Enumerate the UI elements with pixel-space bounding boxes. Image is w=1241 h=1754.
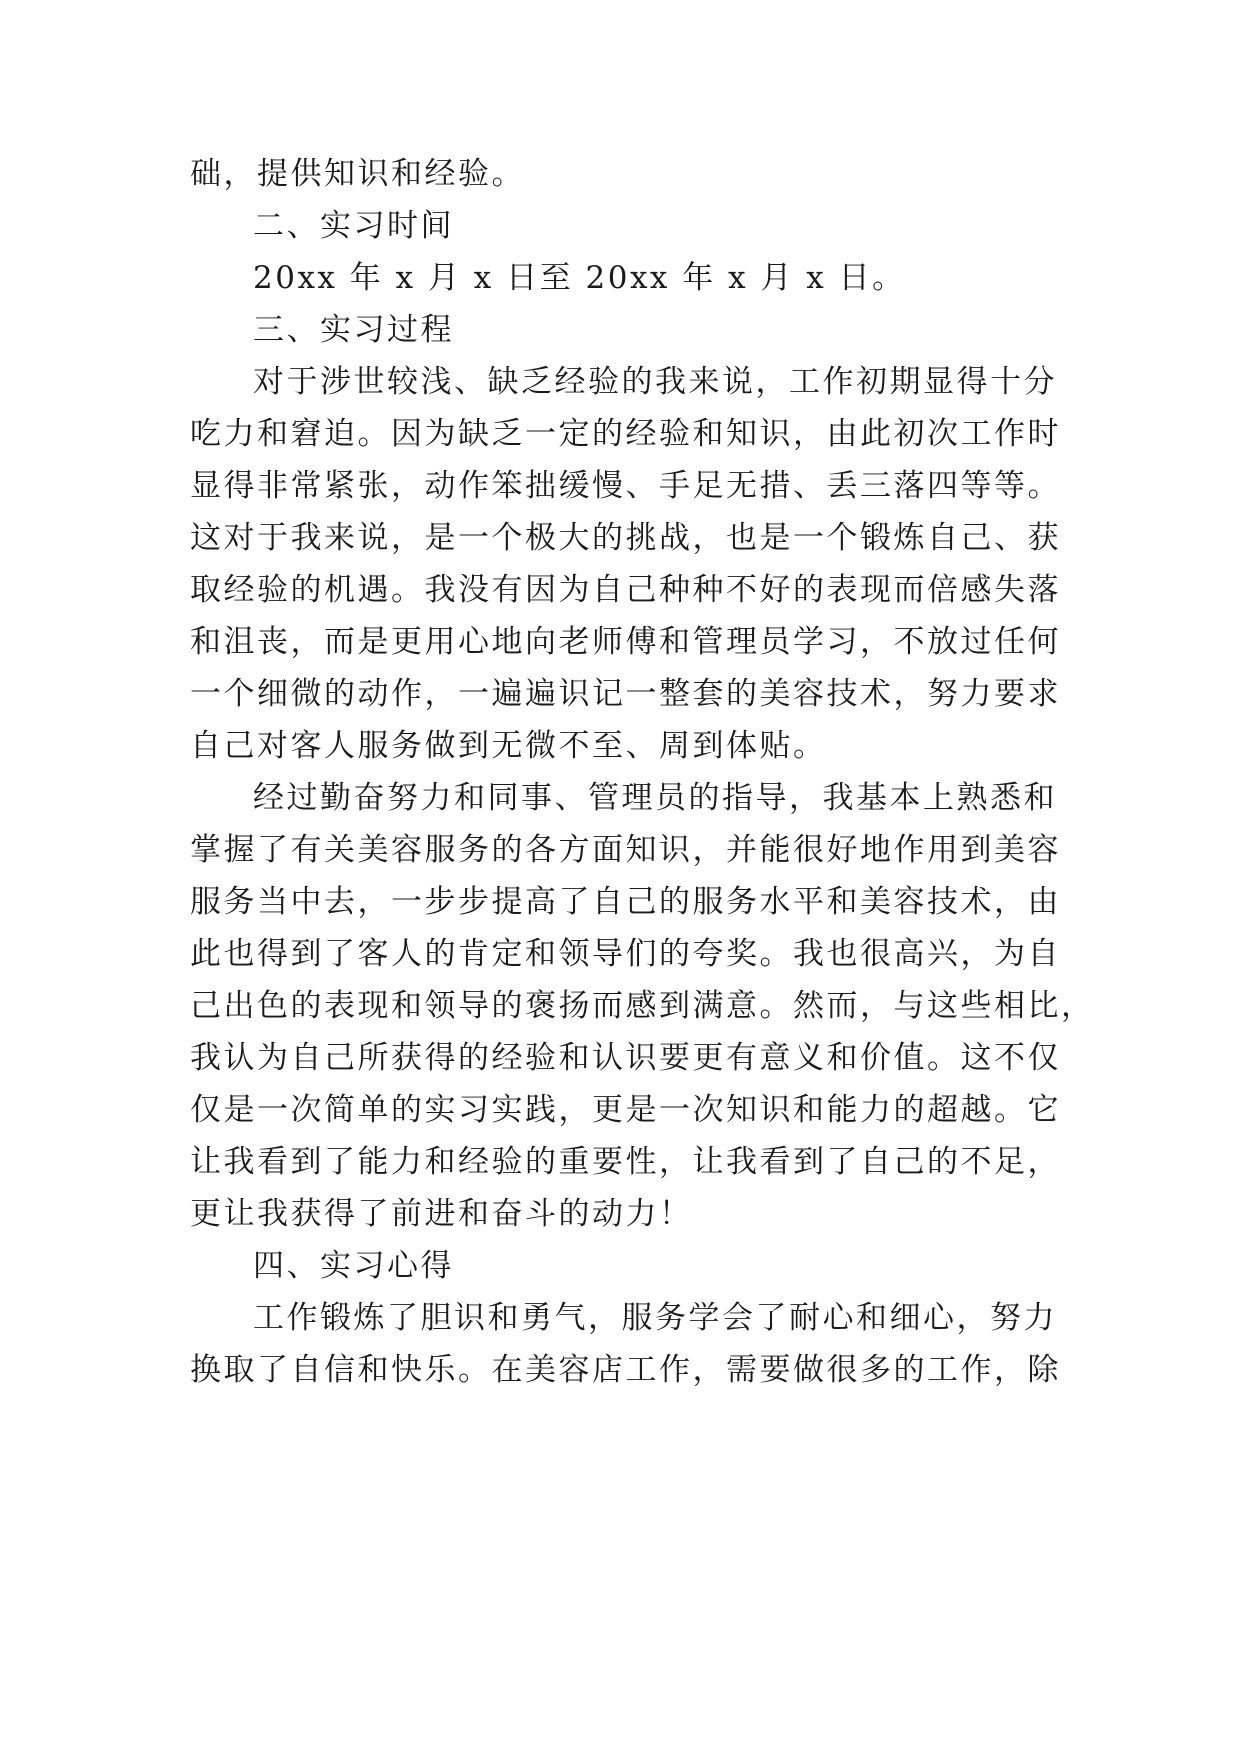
paragraph-line: 显得非常紧张，动作笨拙缓慢、手足无措、丢三落四等等。 bbox=[190, 468, 1061, 504]
paragraph-line: 更让我获得了前进和奋斗的动力！ bbox=[190, 1196, 693, 1232]
section-heading-internship-process: 三、实习过程 bbox=[253, 312, 454, 348]
paragraph-line: 此也得到了客人的肯定和领导们的夸奖。我也很高兴，为自 bbox=[190, 936, 1061, 972]
paragraph-line: 对于涉世较浅、缺乏经验的我来说，工作初期显得十分 bbox=[253, 364, 1057, 400]
paragraph-line: 经过勤奋努力和同事、管理员的指导，我基本上熟悉和 bbox=[253, 780, 1057, 816]
internship-date-range: 20xx 年 x 月 x 日至 20xx 年 x 月 x 日。 bbox=[253, 260, 906, 296]
paragraph-line: 自己对客人服务做到无微不至、周到体贴。 bbox=[190, 728, 827, 764]
text-line-continuation: 础，提供知识和经验。 bbox=[190, 156, 525, 192]
paragraph-line: 取经验的机遇。我没有因为自己种种不好的表现而倍感失落 bbox=[190, 572, 1061, 608]
paragraph-line: 己出色的表现和领导的褒扬而感到满意。然而，与这些相比， bbox=[190, 988, 1095, 1024]
paragraph-line: 一个细微的动作，一遍遍识记一整套的美容技术，努力要求 bbox=[190, 676, 1061, 712]
paragraph-line: 仅是一次简单的实习实践，更是一次知识和能力的超越。它 bbox=[190, 1092, 1061, 1128]
paragraph-line: 让我看到了能力和经验的重要性，让我看到了自己的不足， bbox=[190, 1144, 1061, 1180]
paragraph-line: 掌握了有关美容服务的各方面知识，并能很好地作用到美容 bbox=[190, 832, 1061, 868]
paragraph-line: 服务当中去，一步步提高了自己的服务水平和美容技术，由 bbox=[190, 884, 1061, 920]
paragraph-line: 换取了自信和快乐。在美容店工作，需要做很多的工作，除 bbox=[190, 1352, 1061, 1388]
paragraph-line: 我认为自己所获得的经验和认识要更有意义和价值。这不仅 bbox=[190, 1040, 1061, 1076]
section-heading-internship-reflections: 四、实习心得 bbox=[253, 1248, 454, 1284]
section-heading-internship-time: 二、实习时间 bbox=[253, 208, 454, 244]
paragraph-line: 这对于我来说，是一个极大的挑战，也是一个锻炼自己、获 bbox=[190, 520, 1061, 556]
paragraph-line: 和沮丧，而是更用心地向老师傅和管理员学习，不放过任何 bbox=[190, 624, 1061, 660]
paragraph-line: 吃力和窘迫。因为缺乏一定的经验和知识，由此初次工作时 bbox=[190, 416, 1061, 452]
paragraph-line: 工作锻炼了胆识和勇气，服务学会了耐心和细心，努力 bbox=[253, 1300, 1057, 1336]
